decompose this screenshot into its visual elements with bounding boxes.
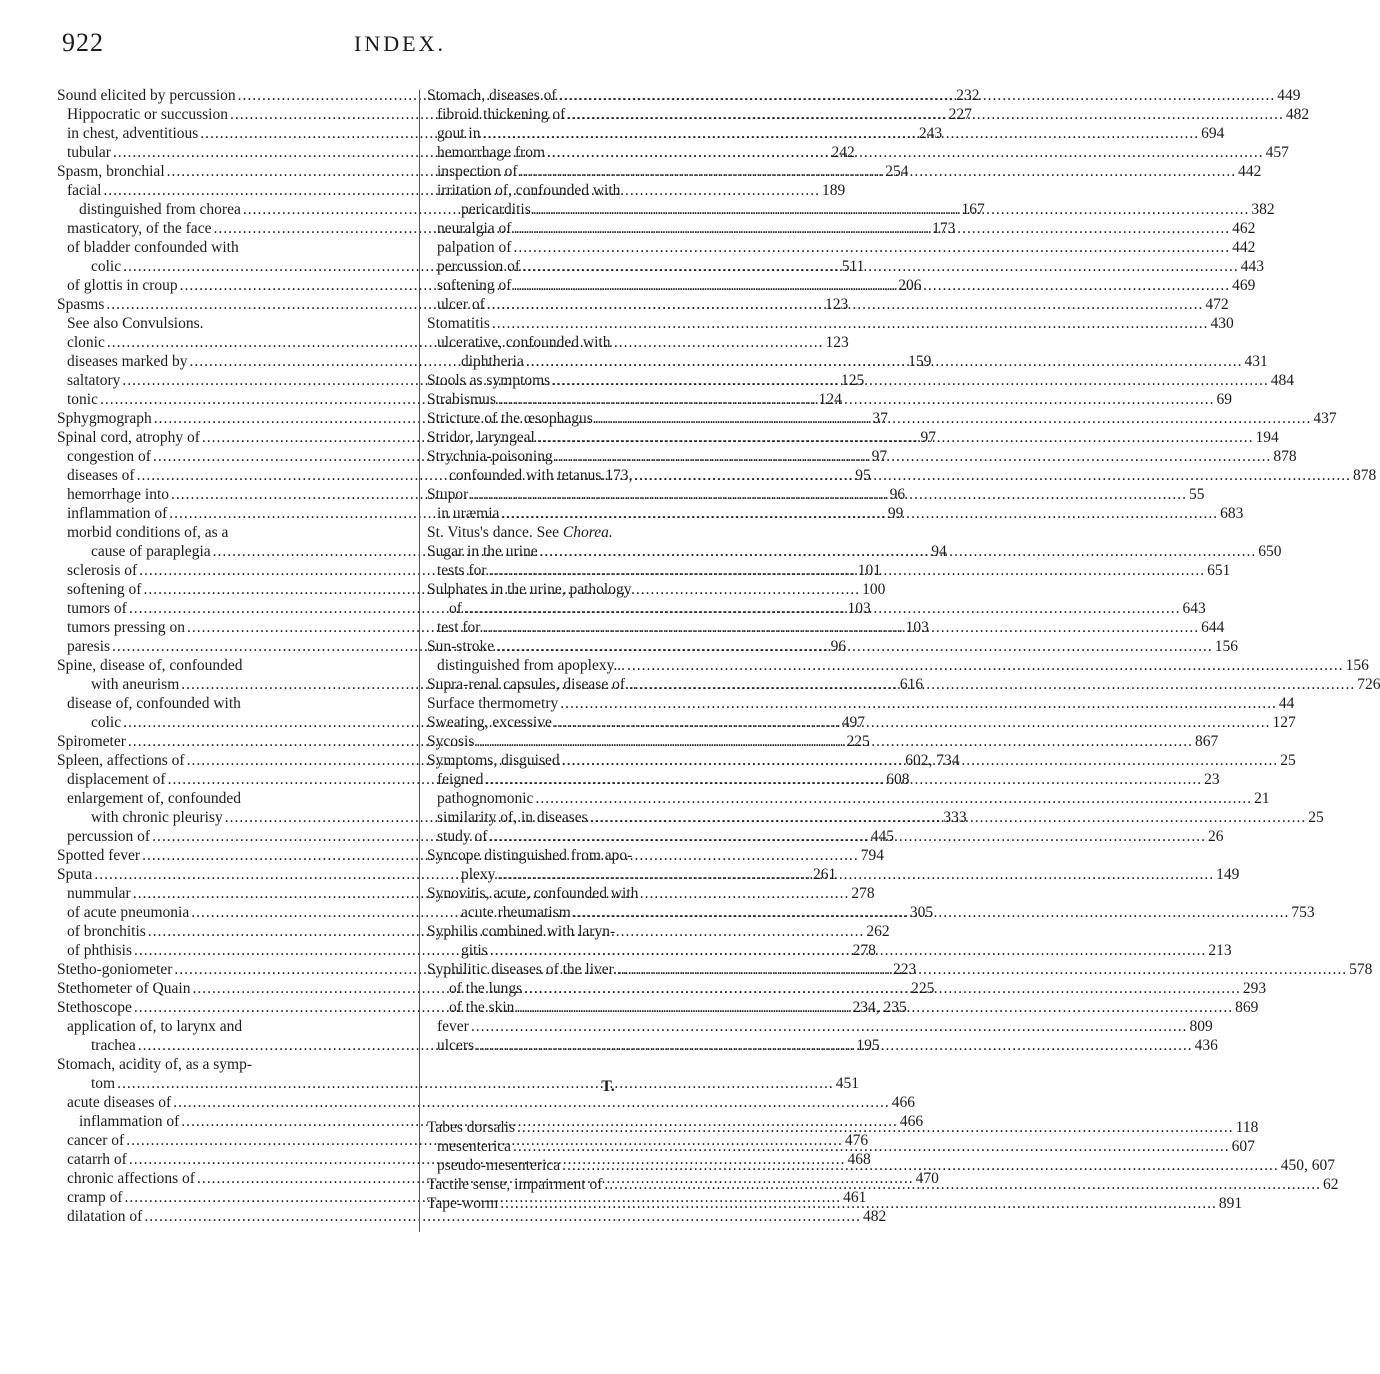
index-entry	[427, 238, 1256, 257]
entry-page-number: 96	[830, 638, 847, 655]
index-entry	[427, 314, 1234, 333]
dot-leader	[464, 599, 1181, 618]
entry-term: irritation of, confounded with	[437, 182, 621, 199]
entry-term: Spine, disease of, confounded	[57, 657, 243, 674]
entry-term: percussion of	[67, 828, 151, 845]
dot-leader	[501, 504, 1218, 523]
entry-term: fibroid thickening of	[437, 106, 566, 123]
entry-term: of bronchitis	[67, 923, 146, 940]
dot-leader	[513, 219, 1230, 238]
dot-leader	[552, 371, 1269, 390]
entry-page-number: 382	[1251, 201, 1275, 218]
entry-page-number: 232	[956, 87, 980, 104]
entry-term: enlargement of, confounded	[67, 790, 242, 807]
entry-page-number: 261	[812, 866, 837, 883]
dot-leader	[555, 447, 1272, 466]
entry-term: Symptoms, disguised	[427, 752, 560, 769]
entry-page-number: 123	[825, 334, 849, 351]
entry-page-number: 243	[918, 125, 943, 142]
entry-term: Tactile sense, impairment of	[427, 1176, 603, 1193]
index-entry	[57, 1017, 414, 1036]
dot-leader	[590, 808, 1307, 827]
entry-term: test for	[437, 619, 481, 636]
entry-page-number: 124	[818, 391, 842, 408]
entry-term: disease of, confounded with	[67, 695, 241, 712]
entry-term: Spirometer	[57, 733, 126, 750]
entry-page-number: 278	[851, 885, 875, 902]
index-entry	[427, 523, 789, 542]
entry-term: ulcerative, confounded with	[437, 334, 611, 351]
entry-page-number: 462	[1232, 220, 1256, 237]
entry-page-number: 484	[1270, 372, 1295, 389]
entry-page-number: 466	[891, 1094, 916, 1111]
entry-page-number: 607	[1231, 1138, 1255, 1155]
entry-term: of acute pneumonia	[67, 904, 190, 921]
entry-page-number: 206	[898, 277, 922, 294]
entry-term: feigned	[437, 771, 484, 788]
dot-leader	[524, 979, 1241, 998]
index-entry	[57, 656, 414, 675]
entry-term: colic	[91, 258, 122, 275]
entry-term: Strychnia-poisoning	[427, 448, 553, 465]
index-entry	[427, 333, 789, 352]
entry-page-number: 643	[1182, 600, 1206, 617]
entry-term: tubular	[67, 144, 111, 161]
entry-page-number: 449	[1277, 87, 1301, 104]
entry-page-number: 21	[1254, 790, 1270, 807]
entry-term: Spasms	[57, 296, 105, 313]
index-entry	[427, 409, 1337, 428]
entry-term: catarrh of	[67, 1151, 127, 1168]
entry-page-number: 223	[893, 961, 917, 978]
dot-leader	[559, 86, 1276, 105]
entry-page-number: 616	[899, 676, 924, 693]
entry-page-number: 55	[1188, 486, 1205, 503]
entry-term: Spasm, bronchial	[57, 163, 165, 180]
dot-leader	[537, 428, 1254, 447]
entry-page-number: 468	[847, 1151, 871, 1168]
entry-page-number: 97	[920, 429, 937, 446]
dot-leader	[471, 1017, 1188, 1036]
entry-term: distinguished from apoplexy...	[437, 657, 625, 674]
entry-term: Strabismus	[427, 391, 496, 408]
index-entry	[57, 1207, 887, 1226]
entry-term: Tabes dorsalis	[427, 1119, 516, 1136]
index-entry	[57, 523, 414, 542]
entry-page-number: 578	[1349, 961, 1373, 978]
entry-term: tom	[91, 1075, 116, 1092]
entry-term: pseudo-mesenterica	[437, 1157, 561, 1174]
entry-page-number: 69	[1216, 391, 1233, 408]
entry-term: Tape-worm	[427, 1195, 499, 1212]
cross-reference: Chorea.	[562, 524, 613, 541]
dot-leader	[595, 409, 1312, 428]
entry-term: cancer of	[67, 1132, 125, 1149]
entry-page-number: 97	[871, 448, 888, 465]
index-entry	[57, 694, 414, 713]
dot-leader	[547, 143, 1264, 162]
entry-term: inflammation of	[67, 505, 168, 522]
entry-term: with aneurism	[91, 676, 180, 693]
entry-term: with chronic pleurisy	[91, 809, 223, 826]
entry-term: cramp of	[67, 1189, 123, 1206]
entry-page-number: 469	[1232, 277, 1256, 294]
entry-term: trachea	[91, 1037, 136, 1054]
entry-page-number: 457	[1265, 144, 1289, 161]
entry-term: softening of	[67, 581, 142, 598]
entry-page-number: 25	[1280, 752, 1296, 769]
entry-page-number: 442	[1238, 163, 1262, 180]
entry-page-number: 156	[1345, 657, 1369, 674]
entry-page-number: 726	[1357, 676, 1380, 693]
entry-term: clonic	[67, 334, 105, 351]
entry-page-number: 497	[841, 714, 865, 731]
entry-term: Synovitis, acute, confounded with	[427, 885, 639, 902]
entry-term: Spinal cord, atrophy of	[57, 429, 200, 446]
entry-page-number: 123	[825, 296, 849, 313]
entry-term: acute rheumatism	[461, 904, 571, 921]
dot-leader	[476, 732, 1193, 751]
dot-leader	[562, 1156, 1279, 1175]
entry-term: in uræmia	[437, 505, 500, 522]
entry-term: in chest, adventitious	[67, 125, 199, 142]
entry-term: tumors of	[67, 600, 127, 617]
dot-leader	[482, 618, 1199, 637]
entry-page-number: 451	[835, 1075, 859, 1092]
index-entry	[427, 789, 1270, 808]
entry-page-number: 293	[1242, 980, 1267, 997]
entry-page-number: 461	[843, 1189, 867, 1206]
dot-leader	[604, 1175, 1321, 1194]
entry-page-number: 482	[862, 1208, 887, 1225]
dot-leader	[630, 960, 1347, 979]
entry-page-number: 333	[943, 809, 967, 826]
entry-page-number: 100	[862, 581, 886, 598]
dot-leader	[533, 200, 1250, 219]
entry-term: Surface thermometry	[427, 695, 559, 712]
entry-term: dilatation of	[67, 1208, 143, 1225]
entry-page-number: 443	[1240, 258, 1264, 275]
entry-page-number: 794	[860, 847, 884, 864]
entry-page-number: 254	[885, 163, 909, 180]
entry-page-number: 867	[1195, 733, 1219, 750]
entry-term: of the skin	[449, 999, 515, 1016]
entry-term: Sugar in the urine	[427, 543, 538, 560]
entry-term: palpation of	[437, 239, 512, 256]
entry-term: of	[449, 600, 462, 617]
entry-term: ulcers	[437, 1037, 475, 1054]
entry-page-number: 278	[852, 942, 876, 959]
entry-term: Syphilitic diseases of the liver....	[427, 961, 629, 978]
dot-leader	[485, 770, 1202, 789]
entry-page-number: 213	[1208, 942, 1232, 959]
entry-page-number: 37	[872, 410, 888, 427]
dot-leader	[492, 314, 1209, 333]
entry-term: of bladder confounded with	[67, 239, 239, 256]
entry-term: application of, to larynx and	[67, 1018, 243, 1035]
dot-leader	[483, 124, 1200, 143]
entry-page-number: 103	[847, 600, 871, 617]
index-entry	[427, 846, 789, 865]
entry-term: fever	[437, 1018, 469, 1035]
entry-term: Spotted fever	[57, 847, 141, 864]
entry-term: diseases of	[67, 467, 135, 484]
index-entry	[427, 656, 1369, 675]
entry-term: Syphilis combined with laryn-	[427, 923, 616, 940]
dot-leader	[470, 485, 1187, 504]
entry-page-number: 94	[931, 543, 947, 560]
entry-page-number: 878	[1353, 467, 1377, 484]
entry-page-number: 99	[887, 505, 904, 522]
entry-page-number: 44	[1278, 695, 1295, 712]
index-entry	[427, 694, 1295, 713]
dot-leader	[520, 162, 1237, 181]
page-header	[0, 28, 800, 62]
entry-term: Hippocratic or succussion	[67, 106, 228, 123]
entry-term: gout in	[437, 125, 481, 142]
entry-page-number: 242	[831, 144, 855, 161]
entry-term: plexy	[461, 866, 496, 883]
entry-page-number: 466	[899, 1113, 924, 1130]
entry-term: Stools as symptoms	[427, 372, 551, 389]
entry-page-number: 437	[1313, 410, 1337, 427]
entry-term: of the lungs	[449, 980, 523, 997]
entry-term: similarity of, in diseases	[437, 809, 588, 826]
entry-page-number: 118	[1235, 1119, 1259, 1136]
entry-term: confounded with tetanus.173,	[449, 467, 633, 484]
entry-term: Stetho-goniometer	[57, 961, 173, 978]
entry-term: Stethometer of Quain	[57, 980, 191, 997]
entry-page-number: 25	[1308, 809, 1324, 826]
dot-leader	[513, 1137, 1230, 1156]
dot-leader	[496, 637, 1213, 656]
entry-term: St. Vitus's dance. See Chorea.	[427, 524, 613, 541]
dot-leader	[634, 466, 1351, 485]
entry-term: congestion of	[67, 448, 151, 465]
entry-term: of glottis in croup	[67, 277, 178, 294]
entry-term: Stricture of the œsophagus	[427, 410, 593, 427]
entry-page-number: 511	[841, 258, 865, 275]
index-entry	[57, 1093, 916, 1112]
entry-page-number: 103	[905, 619, 929, 636]
entry-page-number: 442	[1232, 239, 1256, 256]
entry-term: of phthisis	[67, 942, 133, 959]
index-entry	[57, 238, 414, 257]
entry-term: Spleen, affections of	[57, 752, 185, 769]
entry-page-number: 869	[1235, 999, 1259, 1016]
entry-page-number: 195	[856, 1037, 880, 1054]
entry-page-number: 96	[889, 486, 906, 503]
entry-page-number: 644	[1201, 619, 1225, 636]
entry-term: tonic	[67, 391, 98, 408]
entry-term: Syncope distinguished from apo-	[427, 847, 633, 864]
dot-leader	[573, 903, 1290, 922]
entry-page-number: 809	[1189, 1018, 1213, 1035]
dot-leader	[476, 1036, 1193, 1055]
entry-page-number: 101	[857, 562, 882, 579]
entry-term: pathognomonic	[437, 790, 534, 807]
dot-leader	[554, 713, 1271, 732]
entry-page-number: 878	[1273, 448, 1297, 465]
entry-term: masticatory, of the face	[67, 220, 212, 237]
entry-page-number: 650	[1258, 543, 1282, 560]
entry-term: neuralgia of	[437, 220, 512, 237]
entry-term: ulcer of	[437, 296, 485, 313]
entry-page-number: 472	[1205, 296, 1229, 313]
entry-term: facial	[67, 182, 102, 199]
dot-leader	[560, 694, 1277, 713]
entry-page-number: 694	[1201, 125, 1225, 142]
entry-page-number: 470	[915, 1170, 939, 1187]
entry-page-number: 476	[844, 1132, 869, 1149]
dot-leader	[500, 1194, 1217, 1213]
entry-page-number: 26	[1208, 828, 1224, 845]
entry-page-number: 167	[961, 201, 985, 218]
page-number: 922	[62, 28, 104, 57]
entry-term: sclerosis of	[67, 562, 138, 579]
entry-term: morbid conditions of, as a	[67, 524, 229, 541]
dot-leader	[639, 675, 1356, 694]
entry-term: tests for	[437, 562, 487, 579]
dot-leader	[497, 865, 1214, 884]
entry-page-number: 305	[909, 904, 934, 921]
column-divider	[419, 90, 420, 1232]
index-entry	[427, 580, 789, 599]
entry-page-number: 189	[822, 182, 846, 199]
entry-term: Stupor	[427, 486, 469, 503]
entry-page-number: 234, 235	[852, 999, 907, 1016]
index-entry	[427, 181, 789, 200]
entry-page-number: 891	[1218, 1195, 1243, 1212]
entry-page-number: 602, 734	[905, 752, 960, 769]
dot-leader	[489, 827, 1206, 846]
index-entry	[427, 884, 789, 903]
entry-term: softening of	[437, 277, 512, 294]
dot-leader	[489, 561, 1206, 580]
entry-term: percussion of	[437, 258, 521, 275]
entry-term: Sound elicited by percussion	[57, 87, 236, 104]
entry-term: Supra-renal capsules, disease of...	[427, 676, 637, 693]
entry-term: See also Convulsions.	[67, 315, 204, 332]
dot-leader	[567, 105, 1284, 124]
entry-term: Stethoscope	[57, 999, 132, 1016]
entry-term: displacement of	[67, 771, 166, 788]
entry-page-number: 62	[1323, 1176, 1339, 1193]
entry-page-number: 23	[1204, 771, 1220, 788]
entry-page-number: 125	[841, 372, 865, 389]
entry-term: tumors pressing on	[67, 619, 185, 636]
entry-term: pericarditis	[461, 201, 531, 218]
entry-page-number: 482	[1285, 106, 1310, 123]
entry-page-number: 127	[1272, 714, 1296, 731]
entry-term: Sun-stroke	[427, 638, 495, 655]
entry-term: study of	[437, 828, 488, 845]
entry-term: inflammation of	[79, 1113, 180, 1130]
entry-term: diphtheria	[461, 353, 524, 370]
dot-leader	[490, 941, 1207, 960]
page-title: INDEX.	[354, 31, 446, 56]
entry-term: Sputa	[57, 866, 93, 883]
index-entry	[57, 1055, 414, 1074]
dot-leader	[498, 390, 1215, 409]
dot-leader	[535, 789, 1252, 808]
entry-term: colic	[91, 714, 122, 731]
entry-page-number: 225	[911, 980, 935, 997]
dot-leader	[516, 998, 1233, 1017]
entry-page-number: 753	[1291, 904, 1315, 921]
entry-term: diseases marked by	[67, 353, 188, 370]
entry-term: hemorrhage into	[67, 486, 170, 503]
entry-term: nummular	[67, 885, 131, 902]
entry-page-number: 173	[932, 220, 956, 237]
section-letter-t: T.	[601, 1078, 615, 1095]
entry-term: Sphygmograph	[57, 410, 152, 427]
dot-leader	[513, 238, 1230, 257]
entry-term: gitis	[461, 942, 488, 959]
entry-term: Stridor, laryngeal	[427, 429, 535, 446]
entry-term: Sycosis	[427, 733, 475, 750]
dot-leader	[487, 295, 1204, 314]
entry-term: paresis	[67, 638, 111, 655]
dot-leader	[522, 257, 1239, 276]
entry-term: Stomach, acidity of, as a symp-	[57, 1056, 252, 1073]
entry-page-number: 156	[1214, 638, 1239, 655]
entry-page-number: 450, 607	[1280, 1157, 1335, 1174]
entry-page-number: 445	[870, 828, 894, 845]
entry-term: Stomach, diseases of	[427, 87, 557, 104]
entry-term: acute diseases of	[67, 1094, 172, 1111]
entry-page-number: 159	[908, 353, 932, 370]
entry-page-number: 225	[846, 733, 870, 750]
entry-page-number: 262	[866, 923, 890, 940]
index-entry	[427, 922, 789, 941]
index-entry	[57, 314, 414, 333]
entry-term: mesenterica	[437, 1138, 512, 1155]
entry-term: saltatory	[67, 372, 121, 389]
entry-page-number: 436	[1194, 1037, 1218, 1054]
index-entry	[57, 789, 414, 808]
entry-term: inspection of	[437, 163, 518, 180]
entry-term: Sulphates in the urine, pathology	[427, 581, 632, 598]
entry-page-number: 95	[855, 467, 871, 484]
dot-leader	[517, 1118, 1234, 1137]
entry-term: Stomatitis	[427, 315, 490, 332]
entry-page-number: 651	[1207, 562, 1231, 579]
entry-page-number: 430	[1210, 315, 1234, 332]
index-entry	[57, 1074, 859, 1093]
dot-leader	[562, 751, 1279, 770]
dot-leader	[540, 542, 1257, 561]
entry-page-number: 683	[1220, 505, 1244, 522]
entry-page-number: 608	[886, 771, 910, 788]
dot-leader	[513, 276, 1230, 295]
entry-term: distinguished from chorea	[79, 201, 241, 218]
entry-page-number: 431	[1244, 353, 1268, 370]
entry-term: chronic affections of	[67, 1170, 195, 1187]
entry-page-number: 194	[1255, 429, 1279, 446]
dot-leader	[627, 656, 1344, 675]
entry-page-number: 149	[1216, 866, 1240, 883]
dot-leader	[526, 352, 1243, 371]
index-entry	[57, 599, 871, 618]
entry-page-number: 227	[948, 106, 972, 123]
entry-term: cause of paraplegia	[91, 543, 211, 560]
index-entry	[427, 1017, 1213, 1036]
entry-term: Sweating, excessive	[427, 714, 552, 731]
entry-term: hemorrhage from	[437, 144, 546, 161]
